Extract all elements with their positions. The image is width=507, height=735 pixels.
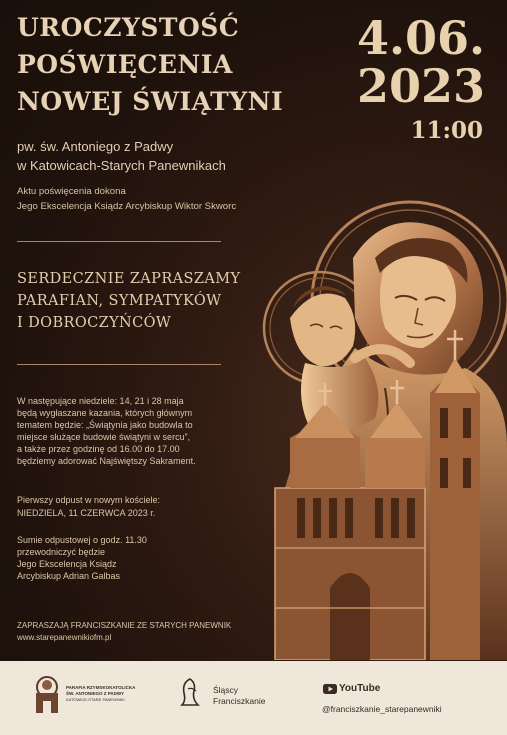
event-time: 11:00 bbox=[410, 117, 483, 144]
parish-logo-text-1: PARAFIA RZYMSKOKATOLICKA bbox=[66, 685, 136, 690]
title-line-2: POŚWIĘCENIA bbox=[17, 50, 233, 79]
youtube-label[interactable]: YouTube bbox=[339, 683, 381, 694]
divider-bottom bbox=[17, 364, 221, 365]
sundays-line-5: a także przez godzinę od 16.00 do 17.00 bbox=[17, 444, 180, 454]
invitation-line-2: PARAFIAN, SYMPATYKÓW bbox=[17, 293, 222, 309]
title-line-1: UROCZYSTOŚĆ bbox=[17, 13, 240, 42]
youtube-icon[interactable] bbox=[323, 684, 337, 694]
parish-logo-text-3: KATOWICE-STARE PANEWNIKI bbox=[66, 697, 125, 702]
sundays-line-1: W następujące niedziele: 14, 21 i 28 maja bbox=[17, 396, 184, 406]
mass-line-3: Jego Ekscelencja Ksiądz bbox=[17, 559, 117, 569]
franciscans-label-1: Śląscy bbox=[213, 685, 239, 695]
organizer-text: ZAPRASZAJĄ FRANCISZKANIE ZE STARYCH PANEWNIK bbox=[17, 621, 232, 630]
social-handle[interactable]: @franciszkanie_starepanewniki bbox=[322, 704, 442, 714]
date-year: 2023 bbox=[356, 59, 485, 113]
parish-logo-text-2: ŚW. ANTONIEGO Z PADWY bbox=[66, 691, 125, 696]
sundays-line-6: będziemy adorować Najświętszy Sakrament. bbox=[17, 456, 196, 466]
odpust-line-2: NIEDZIELA, 11 CZERWCA 2023 r. bbox=[17, 508, 156, 518]
divider-top bbox=[17, 241, 221, 242]
sundays-line-3: tematem będzie: „Świątynia jako budowla to bbox=[17, 420, 193, 430]
sundays-line-4: miejsce służące budowie świątyni w sercu”, bbox=[17, 432, 191, 442]
invitation-line-3: I DOBROCZYŃCÓW bbox=[17, 315, 172, 331]
saint-anthony-illustration bbox=[235, 188, 507, 660]
mass-line-2: przewodniczyć będzie bbox=[17, 547, 106, 557]
sundays-line-2: będą wygłaszane kazania, których głównym bbox=[17, 408, 193, 418]
odpust-line-1: Pierwszy odpust w nowym kościele: bbox=[17, 495, 161, 505]
franciscans-label-2: Franciszkanie bbox=[213, 696, 266, 706]
church-name-line-1: pw. św. Antoniego z Padwy bbox=[17, 139, 174, 154]
parish-logo-icon bbox=[30, 675, 64, 715]
mass-line-1: Sumie odpustowej o godz. 11.30 bbox=[17, 535, 147, 545]
church-name-line-2: w Katowicach-Starych Panewnikach bbox=[17, 158, 226, 173]
franciscans-logo-icon bbox=[178, 677, 204, 707]
date-day-month: 4.06. bbox=[356, 11, 485, 65]
footer-bar bbox=[0, 661, 507, 735]
title-line-3: NOWEJ ŚWIĄTYNI bbox=[17, 87, 284, 116]
website-link[interactable]: www.starepanewnikiofm.pl bbox=[17, 633, 112, 642]
consecration-line-1: Aktu poświęcenia dokona bbox=[17, 186, 126, 197]
consecration-line-2: Jego Ekscelencja Ksiądz Arcybiskup Wiktor Skworc bbox=[17, 201, 237, 212]
mass-line-4: Arcybiskup Adrian Galbas bbox=[17, 571, 121, 581]
invitation-line-1: SERDECZNIE ZAPRASZAMY bbox=[17, 271, 241, 287]
